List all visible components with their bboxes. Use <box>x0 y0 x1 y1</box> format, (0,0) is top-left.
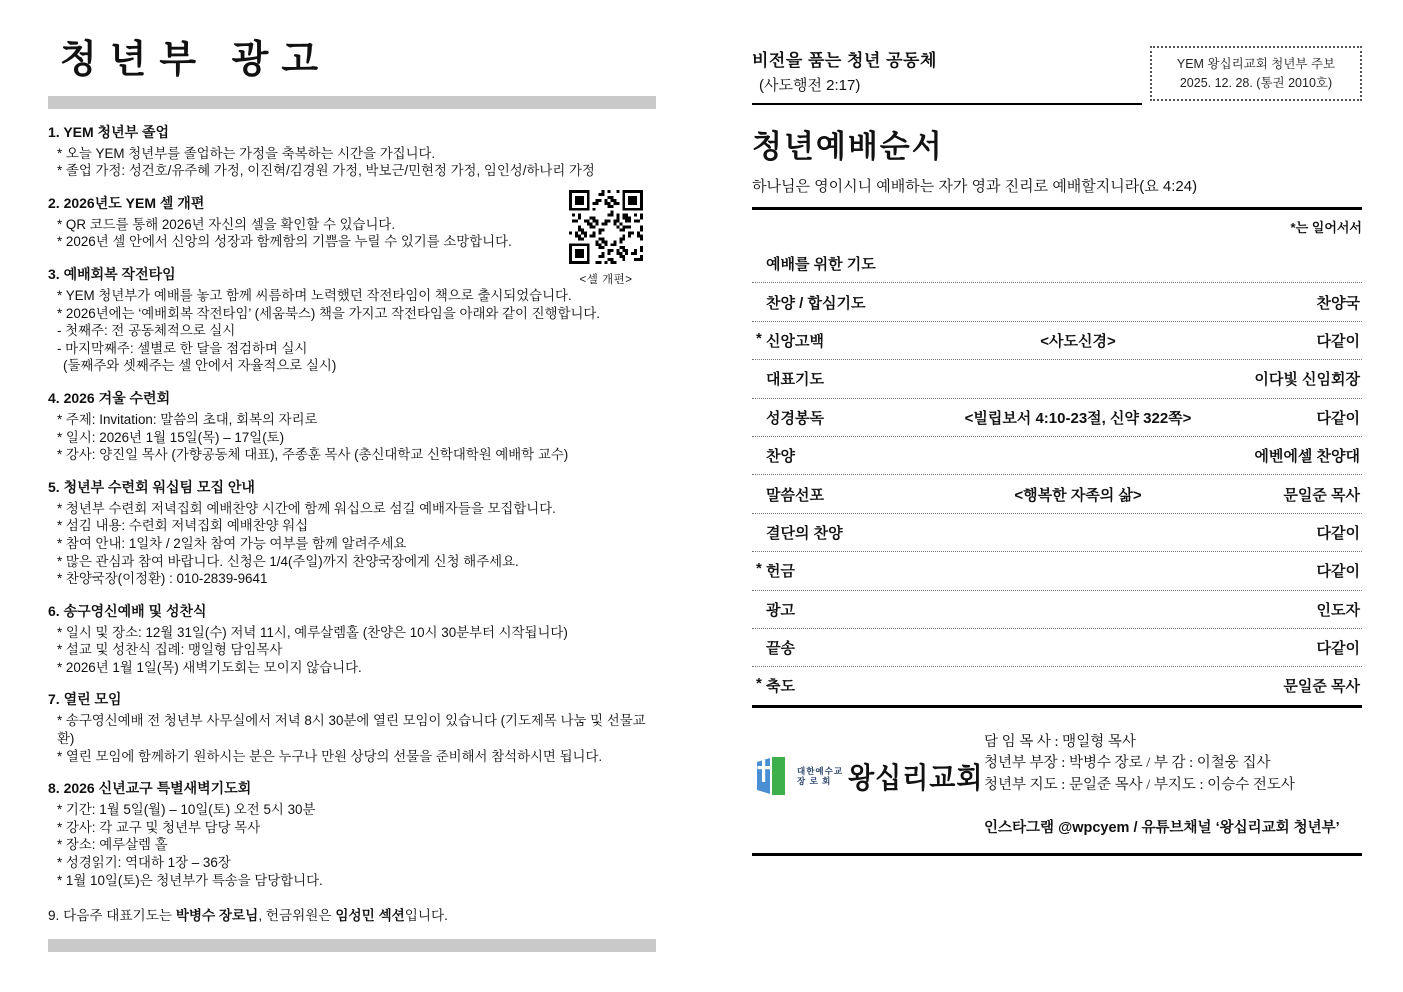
order-detail: <빌립보서 4:10-23절, 신약 322쪽> <box>964 409 1192 427</box>
announcement-sections <box>48 122 656 890</box>
order-item-label: 대표기도 <box>766 371 824 389</box>
section-item: * 일시 및 장소: 12월 31일(수) 저녁 11시, 예루살렘홀 (찬양은 10시 30분부터 시작됩니다) <box>57 624 568 640</box>
order-leader: 인도자 <box>1316 601 1360 619</box>
section-item: * 2026년 셀 안에서 신앙의 성장과 함께함의 기쁨을 누릴 수 있기를 소망합니다. <box>57 234 512 250</box>
staff-list <box>984 730 1362 798</box>
section-item: * YEM 청년부가 예배를 놓고 함께 씨름하며 노력했던 작전타임이 책으로 출시되었습니다. <box>57 287 572 303</box>
order-row <box>752 629 1362 667</box>
order-leader: 다같이 <box>1316 524 1360 542</box>
section-item: * 2026년에는 ‘예배회복 작전타임’ (세움북스) 책을 가지고 작전타임을 아래와 같이 진행합니다. <box>57 305 601 321</box>
section-heading: 5. 청년부 수련회 워십팀 모집 안내 <box>48 478 255 495</box>
section-item: * 섬김 내용: 수련회 저녁집회 예배찬양 워십 <box>57 518 309 534</box>
worship-order-verse: 하나님은 영이시니 예배하는 자가 영과 진리로 예배할지니라(요 4:24) <box>752 175 1362 210</box>
staff-line: 청년부 부장 : 박병수 장로 / 부 감 : 이철웅 집사 <box>984 755 1271 772</box>
order-item-label: 말씀선포 <box>766 486 824 504</box>
order-detail: <사도신경> <box>1040 332 1116 350</box>
staff-line: 청년부 지도 : 문일준 목사 / 부지도 : 이승수 전도사 <box>984 776 1295 793</box>
section-item: * 강사: 각 교구 및 청년부 담당 목사 <box>57 819 261 835</box>
section-item: * 오늘 YEM 청년부를 졸업하는 가정을 축복하는 시간을 가집니다. <box>57 145 436 161</box>
section-heading: 1. YEM 청년부 졸업 <box>48 123 170 140</box>
order-detail: <행복한 자족의 삶> <box>1014 486 1142 504</box>
page-bottom-rule <box>752 853 1362 856</box>
right-page-header <box>752 46 1362 105</box>
social-media-line: 인스타그램 @wpcyem / 유튜브채널 ‘왕십리교회 청년부’ <box>984 819 1340 836</box>
order-leader: 다같이 <box>1316 640 1360 658</box>
section-item: * 1월 10일(토)은 청년부가 특송을 담당합니다. <box>57 872 323 888</box>
order-row <box>752 283 1362 321</box>
section-item: (둘째주와 셋째주는 셀 안에서 자율적으로 실시) <box>63 358 337 374</box>
denomination-line2: 장 로 회 <box>797 775 832 786</box>
section-item: * 졸업 가정: 성건호/유주혜 가정, 이진혁/김경원 가정, 박보근/민현정 가정, 임인성/하나리 가정 <box>57 163 595 179</box>
order-row <box>752 667 1362 704</box>
closing-segment: 입니다. <box>404 908 448 924</box>
closing-segment: , 헌금위원은 <box>258 908 336 924</box>
section-item: * 많은 관심과 참여 바랍니다. 신청은 1/4(주일)까지 찬양국장에게 신청 해주세요. <box>57 553 519 569</box>
order-item-label: 찬양 / 합심기도 <box>766 294 866 312</box>
closing-segment: 9. 다음주 대표기도는 <box>48 908 176 924</box>
bottom-divider-bar <box>48 939 656 952</box>
announcement-section <box>48 264 656 375</box>
section-item: * 기간: 1월 5일(월) – 10일(토) 오전 5시 30분 <box>57 802 316 818</box>
order-item-label: 광고 <box>766 601 795 619</box>
order-item-label: * 신앙고백 <box>756 329 824 350</box>
section-item: - 마지막째주: 셀별로 한 달을 점검하며 실시 <box>57 340 308 356</box>
order-item-label: * 헌금 <box>756 560 795 581</box>
order-leader: 찬양국 <box>1316 294 1360 312</box>
order-item-label: * 축도 <box>756 675 795 696</box>
announcement-section <box>48 689 656 765</box>
section-item: * 일시: 2026년 1월 15일(목) – 17일(토) <box>57 429 285 445</box>
order-row <box>752 552 1362 590</box>
qr-block <box>567 190 645 287</box>
section-item: * 설교 및 성찬식 집례: 맹일형 담임목사 <box>57 642 283 658</box>
closing-line <box>48 904 656 924</box>
page-title: 청년부 광고 <box>60 39 332 81</box>
closing-segment: 임성민 섹션 <box>335 908 405 924</box>
announcement-section <box>48 193 656 251</box>
denomination-text <box>797 766 843 786</box>
order-item-label: 예배를 위한 기도 <box>766 256 876 274</box>
announcement-section <box>48 388 656 464</box>
order-item-label: 찬양 <box>766 448 795 466</box>
section-item: * 열린 모임에 함께하기 원하시는 분은 누구나 만원 상당의 선물을 준비해서 참석하시면 됩니다. <box>57 748 603 764</box>
section-item: - 첫째주: 전 공동체적으로 실시 <box>57 323 236 339</box>
church-door-cross-icon <box>752 754 792 798</box>
order-row <box>752 322 1362 360</box>
announcement-section <box>48 601 656 677</box>
qr-code-icon <box>569 190 643 264</box>
worship-order-title: 청년예배순서 <box>752 129 944 164</box>
community-motto <box>752 46 1142 105</box>
order-leader: 다같이 <box>1316 409 1360 427</box>
title-divider-bar <box>48 96 656 109</box>
section-item: * 성경읽기: 역대하 1장 – 36장 <box>57 855 231 871</box>
section-item: * 참여 안내: 1일차 / 2일차 참여 가능 여부를 함께 알려주세요 <box>57 535 407 551</box>
denomination-line1: 대한예수교 <box>797 765 844 776</box>
section-heading: 7. 열린 모임 <box>48 691 122 708</box>
section-heading: 2. 2026년도 YEM 셀 개편 <box>48 194 205 211</box>
church-logo <box>752 754 984 798</box>
bulletin-issue-box <box>1150 46 1362 101</box>
section-item: * 송구영신예배 전 청년부 사무실에서 저녁 8시 30분에 열린 모임이 있습니다 (기도제목 나눔 및 선물교환) <box>57 713 646 747</box>
section-item: * 장소: 예루살렘 홀 <box>57 837 168 853</box>
order-row <box>752 399 1362 437</box>
order-end-rule <box>752 705 1362 708</box>
section-item: * 찬양국장(이정환) : 010-2839-9641 <box>57 571 268 587</box>
stand-asterisk: * <box>756 329 762 347</box>
stand-asterisk: * <box>756 675 762 693</box>
order-leader: 문일준 목사 <box>1283 486 1360 504</box>
qr-caption: <셀 개편> <box>579 274 633 286</box>
order-leader: 다같이 <box>1316 332 1360 350</box>
order-row <box>752 514 1362 552</box>
staff-line: 담 임 목 사 : 맹일형 목사 <box>984 733 1136 750</box>
order-row <box>752 360 1362 398</box>
order-leader: 에벤에셀 찬양대 <box>1254 448 1360 466</box>
order-leader: 문일준 목사 <box>1283 678 1360 696</box>
church-name: 왕십리교회 <box>848 762 984 795</box>
order-row <box>752 437 1362 475</box>
section-heading: 8. 2026 신년교구 특별새벽기도회 <box>48 780 252 797</box>
section-item: * 2026년 1월 1일(목) 새벽기도회는 모이지 않습니다. <box>57 659 362 675</box>
section-heading: 6. 송구영신예배 및 성찬식 <box>48 602 207 619</box>
section-item: * QR 코드를 통해 2026년 자신의 셀을 확인할 수 있습니다. <box>57 216 396 232</box>
bulletin-issue-line1: YEM 왕십리교회 청년부 주보 <box>1176 57 1336 71</box>
section-heading: 3. 예배회복 작전타임 <box>48 265 176 282</box>
worship-order-list <box>752 245 1362 705</box>
order-item-label: 결단의 찬양 <box>766 524 843 542</box>
section-heading: 4. 2026 겨울 수련회 <box>48 389 171 406</box>
community-motto-line1: 비전을 품는 청년 공동체 <box>752 51 937 70</box>
worship-order-page <box>752 46 1362 856</box>
section-item: * 강사: 양진일 목사 (가향공동체 대표), 주종훈 목사 (총신대학교 신학대학원 예배학 교수) <box>57 447 569 463</box>
section-item: * 청년부 수련회 저녁집회 예배찬양 시간에 함께 워십으로 섬길 예배자들을 모집합니다. <box>57 500 556 516</box>
order-leader: 다같이 <box>1316 563 1360 581</box>
announcements-page <box>48 38 656 952</box>
announcement-section <box>48 477 656 588</box>
order-leader: 이다빛 신임회장 <box>1254 371 1360 389</box>
section-item: * 주제: Invitation: 말씀의 초대, 회복의 자리로 <box>57 411 318 427</box>
community-motto-line2: (사도행전 2:17) <box>759 77 861 94</box>
announcement-section <box>48 778 656 889</box>
order-item-label: 끝송 <box>766 640 795 658</box>
order-item-label: 성경봉독 <box>766 409 824 427</box>
stand-note: *는 일어서서 <box>1290 220 1362 235</box>
bulletin-issue-line2: 2025. 12. 28. (통권 2010호) <box>1179 76 1333 90</box>
order-row <box>752 591 1362 629</box>
order-row <box>752 475 1362 513</box>
order-row <box>752 245 1362 283</box>
right-page-footer <box>752 730 1362 798</box>
announcement-section <box>48 122 656 180</box>
closing-segment: 박병수 장로님 <box>175 908 259 924</box>
stand-asterisk: * <box>756 560 762 578</box>
